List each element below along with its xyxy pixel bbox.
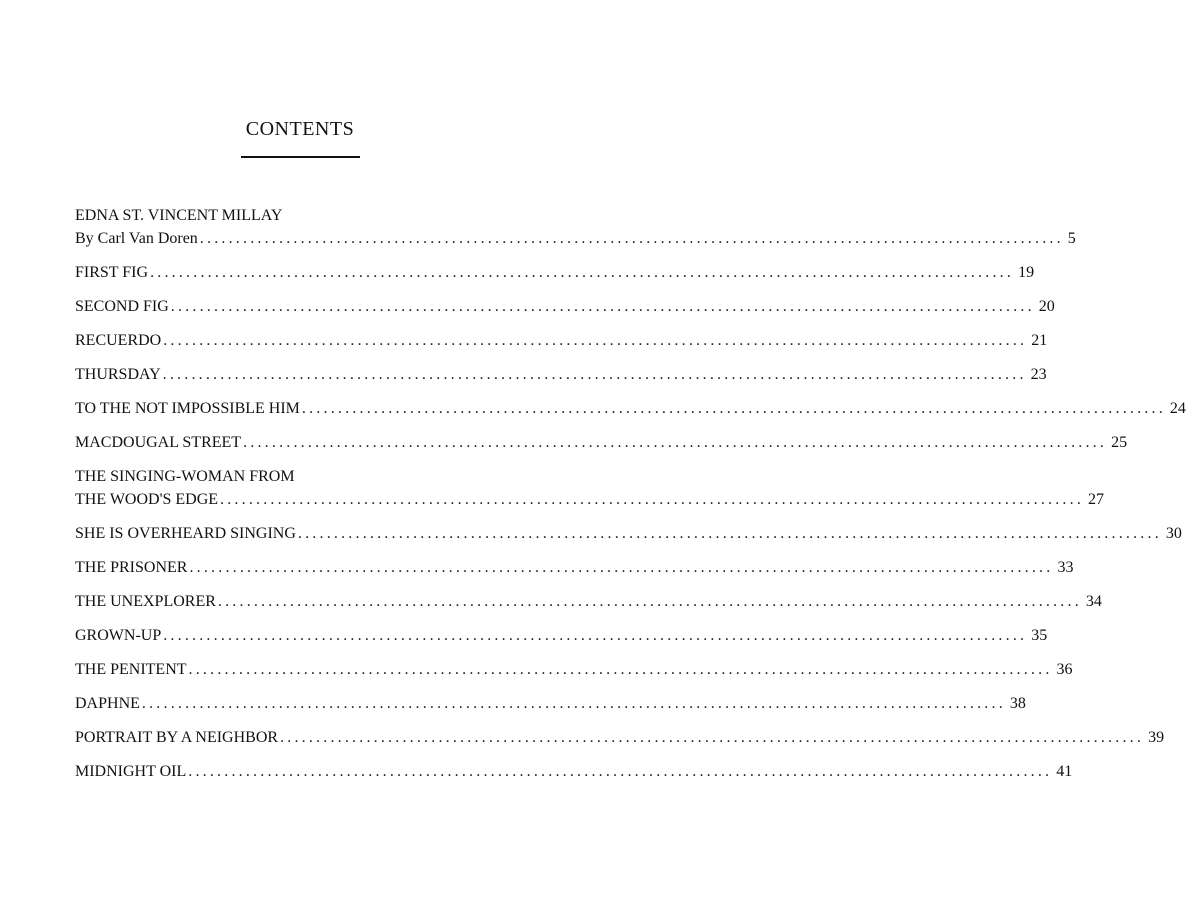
toc-page-number: 39 <box>1148 729 1165 746</box>
dot-leader: ........................................................................................................................ <box>217 593 1082 610</box>
toc-page-number: 19 <box>1018 264 1035 281</box>
toc-entry[interactable] <box>75 465 1105 511</box>
toc-entry-title: DAPHNE <box>75 695 140 712</box>
dot-leader: ........................................................................................................................ <box>243 434 1108 451</box>
dot-leader: ........................................................................................................................ <box>150 264 1015 281</box>
toc-entry[interactable] <box>75 397 1186 420</box>
toc-page-number: 5 <box>1067 230 1076 247</box>
toc-entry-title: THE WOOD'S EDGE <box>75 491 219 508</box>
table-of-contents <box>75 204 1186 794</box>
toc-entry[interactable] <box>75 556 1074 579</box>
title-rule <box>241 156 360 158</box>
toc-page-number: 35 <box>1031 627 1048 644</box>
toc-entry[interactable] <box>75 726 1165 749</box>
toc-entry[interactable] <box>75 522 1182 545</box>
toc-page-number: 34 <box>1085 593 1102 610</box>
toc-entry-title: THE PRISONER <box>75 559 188 576</box>
toc-entry-title-line: THE SINGING-WOMAN FROM <box>75 468 295 485</box>
dot-leader: ........................................................................................................................ <box>297 525 1162 542</box>
toc-entry-title: PORTRAIT BY A NEIGHBOR <box>75 729 279 746</box>
dot-leader: ........................................................................................................................ <box>162 366 1027 383</box>
toc-entry[interactable] <box>75 431 1128 454</box>
toc-entry-title: By Carl Van Doren <box>75 230 198 247</box>
toc-entry[interactable] <box>75 692 1026 715</box>
dot-leader: ........................................................................................................................ <box>188 661 1053 678</box>
toc-entry[interactable] <box>75 363 1047 386</box>
toc-entry[interactable] <box>75 624 1048 647</box>
toc-entry[interactable] <box>75 760 1073 783</box>
toc-page-number: 36 <box>1056 661 1073 678</box>
toc-page-number: 20 <box>1038 298 1055 315</box>
toc-page-number: 38 <box>1009 695 1026 712</box>
toc-entry[interactable] <box>75 261 1035 284</box>
toc-entry-title: RECUERDO <box>75 332 162 349</box>
toc-page-number: 25 <box>1111 434 1128 451</box>
toc-entry-title: TO THE NOT IMPOSSIBLE HIM <box>75 400 300 417</box>
toc-page-number: 33 <box>1057 559 1074 576</box>
toc-entry[interactable] <box>75 204 1076 250</box>
toc-page-number: 30 <box>1165 525 1182 542</box>
dot-leader: ........................................................................................................................ <box>170 298 1035 315</box>
toc-entry-title: THE PENITENT <box>75 661 187 678</box>
toc-page-number: 27 <box>1088 491 1105 508</box>
dot-leader: ........................................................................................................................ <box>141 695 1006 712</box>
toc-page-number: 41 <box>1056 763 1073 780</box>
dot-leader: ........................................................................................................................ <box>189 559 1054 576</box>
toc-entry-title-line: EDNA ST. VINCENT MILLAY <box>75 207 283 224</box>
toc-entry-title: MACDOUGAL STREET <box>75 434 242 451</box>
dot-leader: ........................................................................................................................ <box>188 763 1053 780</box>
toc-entry-title: GROWN-UP <box>75 627 162 644</box>
toc-entry[interactable] <box>75 590 1102 613</box>
toc-entry-title: THE UNEXPLORER <box>75 593 216 610</box>
toc-page-number: 24 <box>1169 400 1186 417</box>
toc-entry[interactable] <box>75 329 1048 352</box>
dot-leader: ........................................................................................................................ <box>280 729 1145 746</box>
dot-leader: ........................................................................................................................ <box>301 400 1166 417</box>
page-title: CONTENTS <box>245 118 355 140</box>
dot-leader: ........................................................................................................................ <box>163 627 1028 644</box>
toc-entry-title: FIRST FIG <box>75 264 149 281</box>
dot-leader: ........................................................................................................................ <box>163 332 1028 349</box>
dot-leader: ........................................................................................................................ <box>220 491 1085 508</box>
toc-entry-title: THURSDAY <box>75 366 161 383</box>
toc-page-number: 21 <box>1031 332 1048 349</box>
toc-entry-title: SHE IS OVERHEARD SINGING <box>75 525 296 542</box>
toc-entry[interactable] <box>75 658 1073 681</box>
dot-leader: ........................................................................................................................ <box>199 230 1064 247</box>
toc-entry[interactable] <box>75 295 1055 318</box>
toc-entry-title: SECOND FIG <box>75 298 169 315</box>
toc-page-number: 23 <box>1030 366 1047 383</box>
toc-entry-title: MIDNIGHT OIL <box>75 763 187 780</box>
